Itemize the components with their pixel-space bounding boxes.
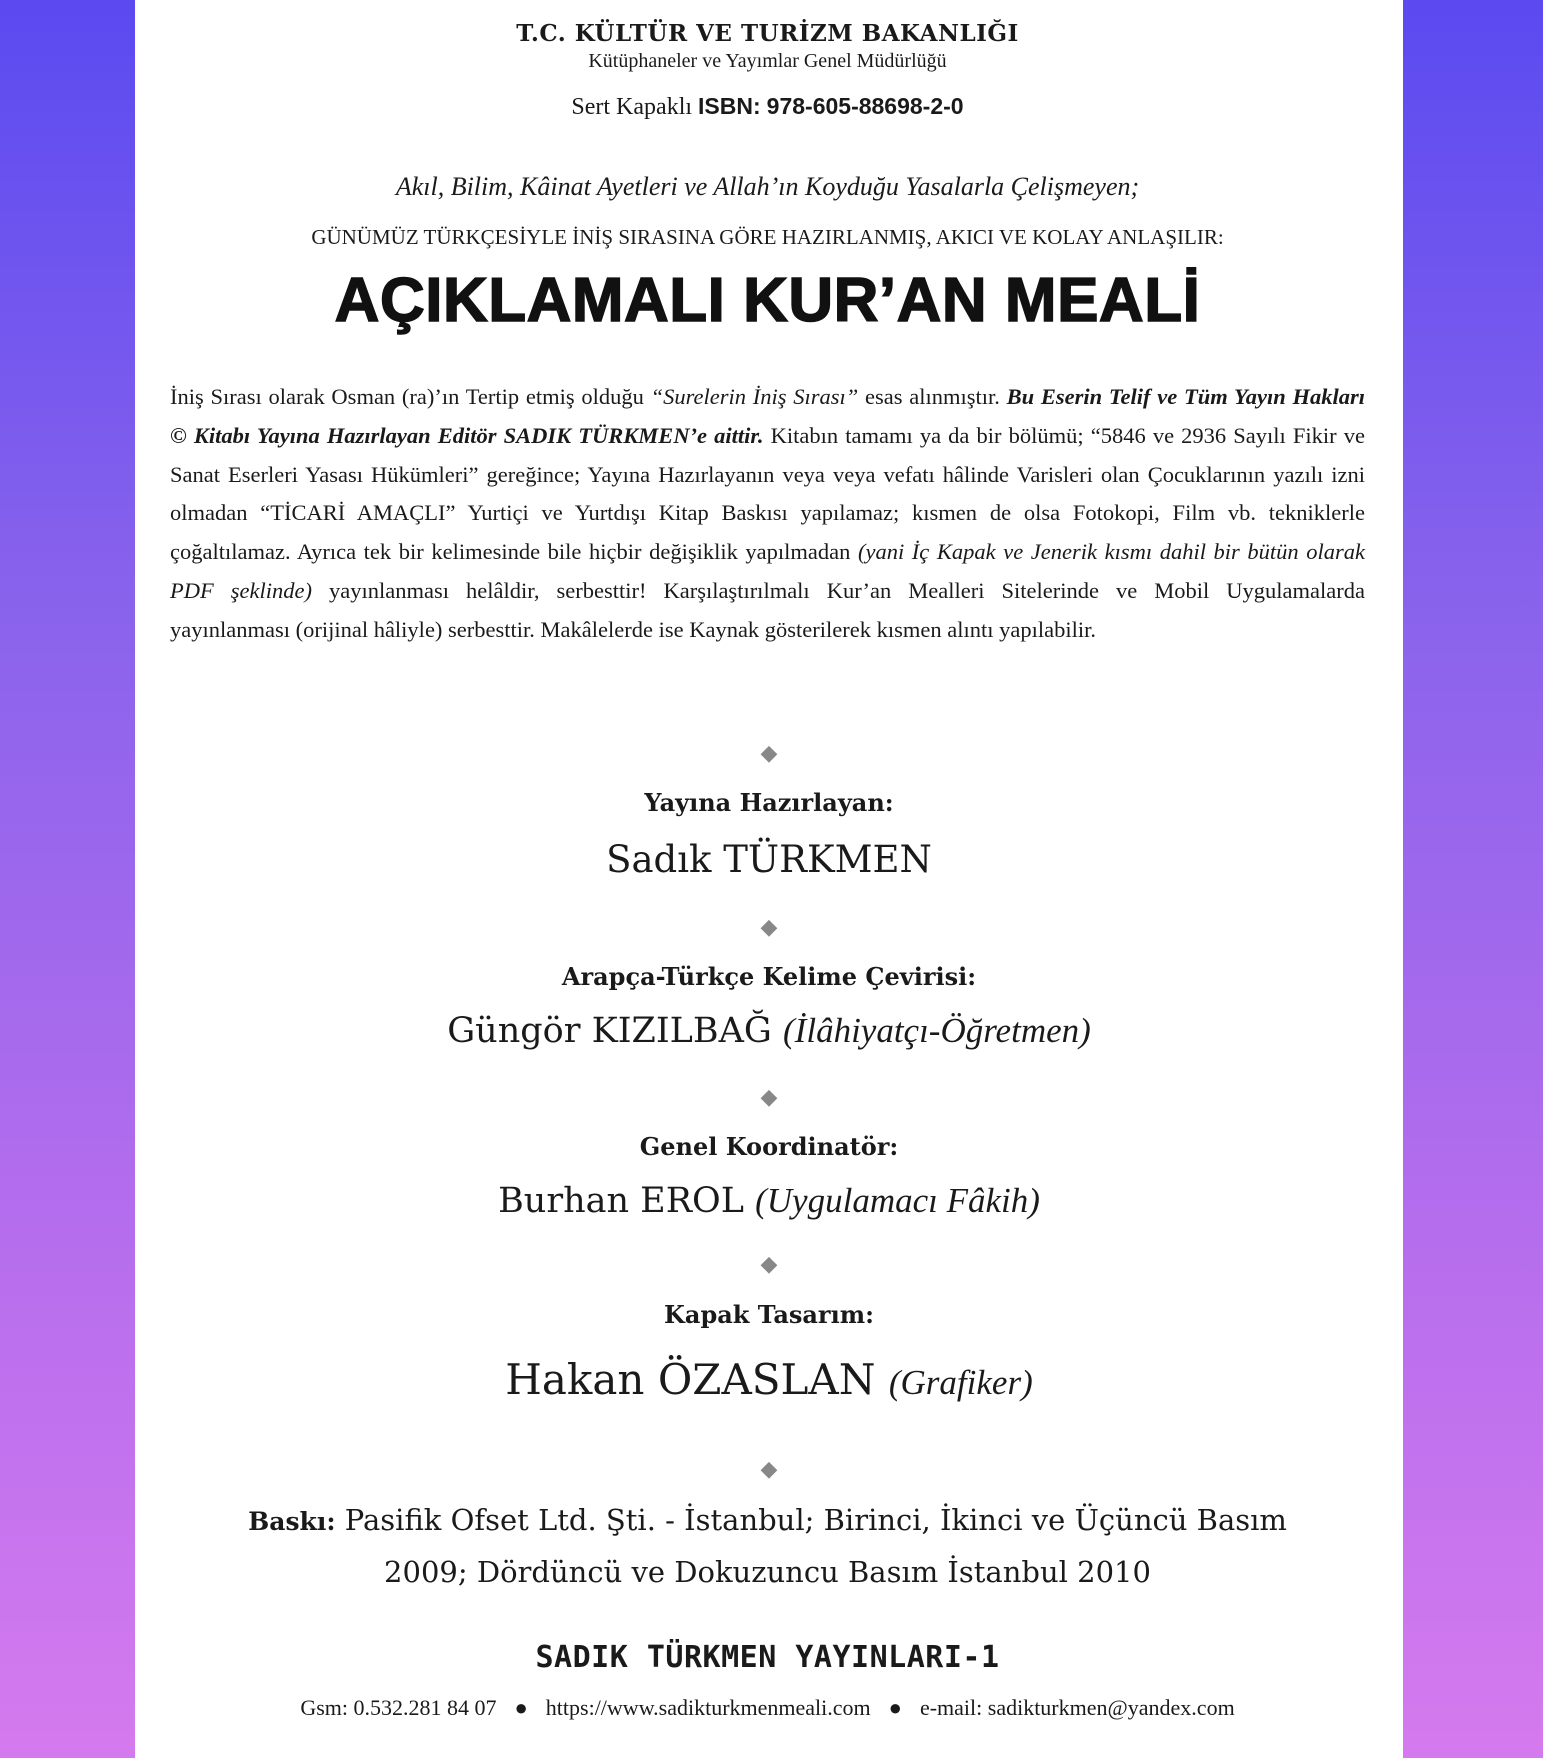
isbn-value: 978-605-88698-2-0 [766,93,964,119]
credit-note-4: (Grafiker) [888,1363,1033,1402]
credit-person-3 [135,1181,1403,1221]
contact-email: e-mail: sadikturkmen@yandex.com [919,1695,1235,1720]
main-title: AÇIKLAMALI KUR’AN MEALİ [334,266,1201,335]
ministry-name: T.C. KÜLTÜR VE TURİZM BAKANLIĞI [516,20,1019,47]
credit-person-2 [135,1011,1403,1051]
isbn-label: ISBN: [698,93,761,119]
publisher-name: SADIK TÜRKMEN YAYINLARI-1 [535,1640,1000,1675]
credit-person-1 [135,838,1403,881]
isbn-prefix: Sert Kapaklı [571,94,693,120]
credit-role-4: Kapak Tasarım: [664,1300,874,1329]
copyright-italic-1: “Surelerin İniş Sırası” [650,384,859,409]
document-page [135,0,1403,1758]
credit-note-3: (Uygulamacı Fâkih) [755,1181,1040,1220]
diamond-separator-3: ◆ [760,1085,778,1110]
credit-person-4 [135,1355,1403,1404]
copyright-rights-notice: Bu Eserin Telif ve Tüm Yayın Hakları © Kitabı Yayına Hazırlayan Editör SADIK TÜRKMEN’e aittir. [170,384,1365,448]
credit-name-4: Hakan ÖZASLAN [505,1355,876,1404]
credit-role-1: Yayına Hazırlayan: [644,788,894,817]
diamond-separator-5: ◆ [760,1457,778,1482]
credit-role-2: Arapça-Türkçe Kelime Çevirisi: [561,962,977,991]
print-line-2: 2009; Dördüncü ve Dokuzuncu Basım İstanbul 2010 [384,1555,1151,1589]
copyright-text-4: yayınlanması helâldir, serbesttir! Karşılaştırılmalı Kur’an Mealleri Sitelerinde ve Mobil Uygulamalarda yayınlanması (orijinal hâliyle) serbesttir. Makâlelerde ise Kaynak gösterilerek kısmen alıntı yapılabilir. [170,577,1365,642]
credit-note-2: (İlâhiyatçı-Öğretmen) [783,1011,1091,1050]
diamond-separator-1: ◆ [760,741,778,766]
diamond-separator-2: ◆ [760,915,778,940]
diamond-separator-4: ◆ [760,1252,778,1277]
credit-role-3: Genel Koordinatör: [639,1132,899,1161]
copyright-text-2: esas alınmıştır. [858,384,1007,409]
contact-gsm: Gsm: 0.532.281 84 07 [300,1695,497,1720]
credit-name-1: Sadık TÜRKMEN [606,838,932,881]
isbn-line [170,93,1365,121]
print-info [170,1495,1365,1597]
subtitle-italic: Akıl, Bilim, Kâinat Ayetleri ve Allah’ın Koyduğu Yasalarla Çelişmeyen; [395,172,1140,201]
subtitle-caps: GÜNÜMÜZ TÜRKÇESİYLE İNİŞ SIRASINA GÖRE HAZIRLANMIŞ, AKICI VE KOLAY ANLAŞILIR: [311,225,1224,249]
print-label: Baskı: [248,1507,336,1536]
credit-name-3: Burhan EROL [498,1181,744,1221]
credit-name-2: Güngör KIZILBAĞ [447,1011,772,1051]
copyright-text-1: İniş Sırası olarak Osman (ra)’ın Tertip etmiş olduğu [170,384,651,409]
directorate-name: Kütüphaneler ve Yayımlar Genel Müdürlüğü [588,50,947,72]
contact-line [170,1695,1365,1721]
print-line-1: Pasifik Ofset Ltd. Şti. - İstanbul; Birinci, İkinci ve Üçüncü Basım [344,1503,1287,1537]
bullet-icon: ● [514,1695,528,1720]
copyright-paragraph [170,378,1365,650]
copyright-italic-2: (yani İç Kapak ve Jenerik kısmı dahil bir bütün olarak PDF şeklinde) [170,539,1365,603]
contact-website: https://www.sadikturkmenmeali.com [545,1695,871,1720]
bullet-icon: ● [888,1695,902,1720]
copyright-text-3: Kitabın tamamı ya da bir bölümü; “5846 ve 2936 Sayılı Fikir ve Sanat Eserleri Yasası Hükümleri” gereğince; Yayına Hazırlayanın veya veya vefatı hâlinde Varisleri olan Çocuklarının yazılı izni olmadan “TİCARİ AMAÇLI” Yurtiçi ve Yurtdışı Kitap Baskısı yapılamaz; kısmen de olsa Fotokopi, Film vb. tekniklerle çoğaltılamaz. Ayrıca tek bir kelimesinde bile hiçbir değişiklik yapılmadan [170,422,1365,565]
